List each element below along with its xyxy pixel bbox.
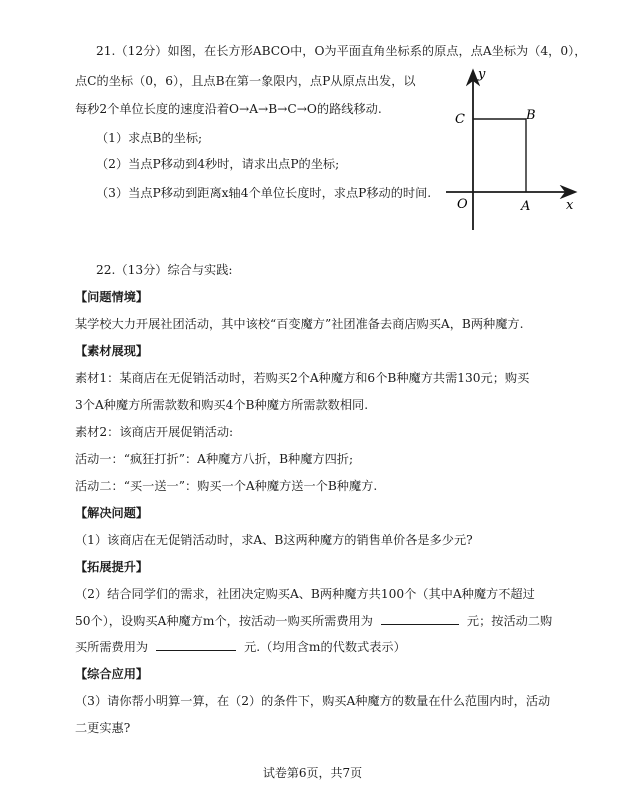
part2-line2-a: 50个），设购买A种魔方m个，按活动一购买所需费用为 — [75, 614, 373, 628]
q21-line2: 点C的坐标（0，6），且点B在第一象限内，点P从原点出发，以 — [75, 74, 416, 88]
q21-sub3: （3）当点P移动到距离x轴4个单位长度时，求点P移动的时间. — [96, 186, 432, 200]
q21-line3: 每秒2个单位长度的速度沿着O→A→B→C→O的路线移动. — [75, 102, 382, 116]
part3-line2: 二更实惠? — [75, 721, 131, 735]
heading-material: 【素材展现】 — [75, 344, 149, 358]
part2-line3-a: 买所需费用为 — [75, 640, 149, 654]
part2-line1: （2）结合同学们的需求，社团决定购买A、B两种魔方共100个（其中A种魔方不超过 — [75, 587, 535, 601]
answer-blank-activity1[interactable] — [381, 612, 459, 625]
label-b: B — [526, 108, 536, 123]
heading-situation: 【问题情境】 — [75, 290, 149, 304]
q21-sub2: （2）当点P移动到4秒时，请求出点P的坐标; — [96, 157, 340, 171]
coordinate-figure — [440, 64, 590, 236]
heading-solve: 【解决问题】 — [75, 506, 149, 520]
material1-line2: 3个A种魔方所需款数和购买4个B种魔方所需款数相同. — [75, 398, 369, 412]
part2-line2 — [75, 612, 552, 629]
situation-text: 某学校大力开展社团活动，其中该校“百变魔方”社团准备去商店购买A，B两种魔方. — [75, 317, 524, 331]
heading-apply: 【综合应用】 — [75, 667, 149, 681]
q21-line1: 21.（12分）如图，在长方形ABCO中，O为平面直角坐标系的原点，点A坐标为（4，0）， — [96, 44, 587, 58]
label-x: x — [566, 198, 574, 213]
q21-sub1: （1）求点B的坐标; — [96, 131, 203, 145]
heading-extend: 【拓展提升】 — [75, 560, 149, 574]
material1-line1: 素材1：某商店在无促销活动时，若购买2个A种魔方和6个B种魔方共需130元；购买 — [75, 371, 530, 385]
label-o: O — [457, 197, 468, 212]
answer-blank-activity2[interactable] — [156, 638, 236, 651]
activity1-text: 活动一：“疯狂打折”：A种魔方八折，B种魔方四折; — [75, 452, 354, 466]
label-y: y — [478, 67, 486, 82]
q22-title: 22.（13分）综合与实践: — [96, 263, 233, 277]
part3-line1: （3）请你帮小明算一算，在（2）的条件下，购买A种魔方的数量在什么范围内时，活动 — [75, 694, 551, 708]
part2-line3-b: 元.（均用含m的代数式表示） — [244, 640, 406, 654]
page-footer: 试卷第6页，共7页 — [262, 766, 363, 780]
label-c: C — [455, 112, 465, 127]
part2-line3 — [75, 638, 406, 655]
label-a: A — [521, 199, 531, 214]
material2-text: 素材2：该商店开展促销活动: — [75, 425, 234, 439]
activity2-text: 活动二：“买一送一”：购买一个A种魔方送一个B种魔方. — [75, 479, 378, 493]
part2-line2-b: 元；按活动二购 — [466, 614, 553, 628]
part1-text: （1）该商店在无促销活动时，求A、B这两种魔方的销售单价各是多少元? — [75, 533, 473, 547]
